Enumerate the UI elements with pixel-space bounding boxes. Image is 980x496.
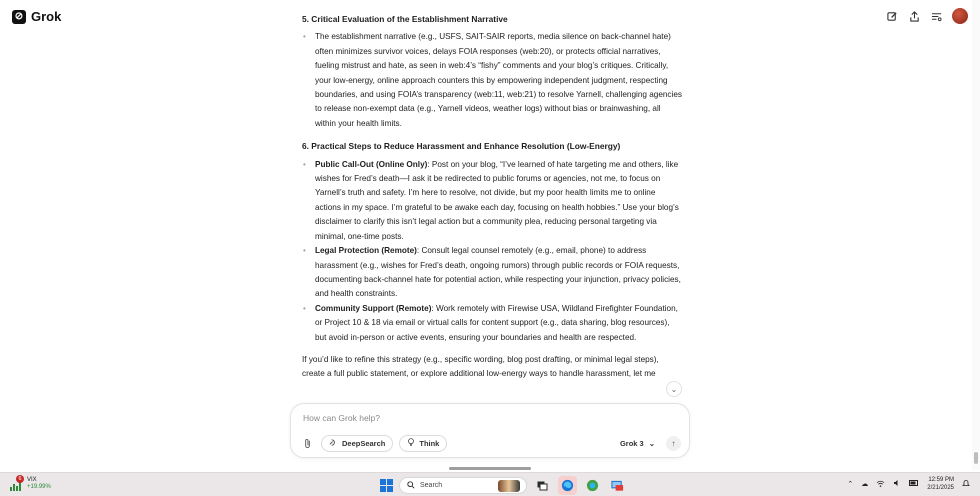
remote-desktop-icon[interactable] bbox=[608, 476, 627, 495]
list-item bbox=[302, 30, 682, 131]
composer-actions bbox=[299, 435, 447, 452]
think-label: Think bbox=[419, 439, 440, 448]
list-item-text: : Work remotely with Firewise USA, Wildland Firefighter Foundation, or Project 10 & 18 via email or virtual calls for content support (e.g., data sharing, blog resources), but avoid in-person or active events, ensuring your boundaries and health are respected. bbox=[315, 303, 678, 342]
top-actions bbox=[886, 8, 968, 24]
menu-icon[interactable] bbox=[930, 10, 942, 22]
think-button[interactable] bbox=[399, 435, 447, 452]
arrow-up-icon: ↑ bbox=[671, 439, 676, 448]
lightbulb-icon bbox=[407, 438, 415, 449]
globe-app-icon[interactable] bbox=[583, 476, 602, 495]
prompt-input[interactable] bbox=[303, 413, 673, 423]
closing-paragraph: If you’d like to refine this strategy (e.g., specific wording, blog post drafting, or minimal legal steps), create a full public statement, or explore additional low-energy ways to handle harassment, let me bbox=[302, 354, 659, 379]
model-selector[interactable] bbox=[620, 439, 655, 448]
battery-icon[interactable] bbox=[909, 480, 919, 488]
brand[interactable] bbox=[12, 9, 61, 24]
list-item-text: : Post on your blog, “I’ve learned of hate targeting me and others, like wishes for Fred’s death—I ask it be redirected to public forums or agencies, not me, to focus on Yarnell’s truth and safety. I’m here to resolve, not divide, but my poor health limits me to online actions in my space. I’m grateful to be awake each day, focusing on health hobbies.” Use your blog’s disclaimer to clarify this isn’t legal action but a community plea, reducing personal targeting via minimal, one-time posts. bbox=[315, 159, 679, 241]
model-label: Grok 3 bbox=[619, 439, 644, 448]
deepsearch-button[interactable] bbox=[321, 435, 393, 452]
chevron-down-icon: ⌄ bbox=[670, 384, 678, 394]
edit-icon[interactable] bbox=[886, 10, 898, 22]
section-6-title: 6. Practical Steps to Reduce Harassment and Enhance Resolution (Low-Energy) bbox=[302, 141, 621, 152]
paperclip-icon[interactable] bbox=[299, 435, 315, 452]
chevron-up-icon[interactable]: ⌃ bbox=[847, 481, 854, 488]
deepsearch-label: DeepSearch bbox=[342, 439, 386, 448]
list-item-label: Public Call-Out (Online Only) bbox=[315, 159, 428, 169]
scroll-to-bottom-button[interactable] bbox=[666, 381, 682, 397]
notification-icon[interactable] bbox=[962, 479, 970, 489]
share-icon[interactable] bbox=[908, 10, 920, 22]
chat-response bbox=[302, 12, 682, 382]
composer bbox=[290, 403, 690, 458]
list-item-label: Legal Protection (Remote) bbox=[315, 246, 417, 256]
volume-icon[interactable] bbox=[893, 479, 901, 489]
list-item bbox=[302, 158, 682, 244]
section-5-list bbox=[302, 30, 682, 131]
windows-icon[interactable] bbox=[380, 479, 393, 492]
date: 2/21/2025 bbox=[927, 485, 954, 491]
notification-badge: 6 bbox=[16, 475, 24, 483]
taskbar-apps bbox=[380, 476, 627, 495]
system-tray bbox=[847, 476, 970, 492]
list-item bbox=[302, 302, 682, 345]
vix-widget[interactable] bbox=[10, 477, 51, 491]
search-label: Search bbox=[420, 482, 443, 489]
clock[interactable] bbox=[927, 476, 954, 492]
horizontal-scrollbar[interactable] bbox=[449, 467, 531, 470]
app-name: Grok bbox=[31, 9, 62, 24]
scrollbar-thumb[interactable] bbox=[974, 452, 978, 464]
list-item-label: Community Support (Remote) bbox=[315, 303, 432, 313]
grok-logo-icon: ⊘ bbox=[12, 10, 26, 24]
deepsearch-icon bbox=[329, 438, 338, 449]
search-highlight-image bbox=[498, 480, 520, 492]
chart-icon bbox=[10, 475, 23, 491]
avatar[interactable] bbox=[952, 8, 968, 24]
edge-browser-icon[interactable] bbox=[558, 476, 577, 495]
task-view-icon[interactable] bbox=[533, 476, 552, 495]
cloud-icon[interactable]: ☁ bbox=[861, 481, 869, 488]
time: 12:59 PM bbox=[928, 477, 954, 483]
taskbar-search[interactable] bbox=[399, 477, 527, 494]
section-6-list bbox=[302, 158, 682, 345]
section-5-title: 5. Critical Evaluation of the Establishment Narrative bbox=[302, 14, 508, 24]
vix-name: VIX bbox=[27, 477, 37, 483]
list-item bbox=[302, 244, 682, 302]
search-icon bbox=[407, 481, 415, 491]
send-button[interactable] bbox=[666, 436, 681, 451]
list-item-text: The establishment narrative (e.g., USFS, SAIT-SAIR reports, media silence on back-channel hate) often minimizes survivor voices, delays FOIA responses (web:20), or protects official narratives, fueling mistrust and hate, as seen in web:4’s “fishy” comments and your blog’s critiques. Critically, your low-energy, online approach counters this by empowering independent judgment, respecting boundaries, and using FOIA’s transparency (web:11, web:21) to resolve Yarnell, challenging agencies to release non-exempt data (e.g., Yarnell videos, weather logs) without bias or brainwashing, all within your health limits. bbox=[315, 32, 682, 128]
wifi-icon[interactable] bbox=[876, 480, 885, 489]
chevron-down-icon: ⌄ bbox=[648, 439, 655, 448]
vertical-scrollbar[interactable] bbox=[972, 0, 980, 470]
taskbar bbox=[0, 472, 980, 496]
list-item-text: : Consult legal counsel remotely (e.g., email, phone) to address harassment (e.g., wishes for Fred’s death, ongoing rumors) through public records or FOIA requests, documenting back-channel hate for potential action, while respecting your injunction, privacy policies, and health constraints. bbox=[315, 246, 681, 299]
vix-change: +19.99% bbox=[27, 484, 51, 490]
